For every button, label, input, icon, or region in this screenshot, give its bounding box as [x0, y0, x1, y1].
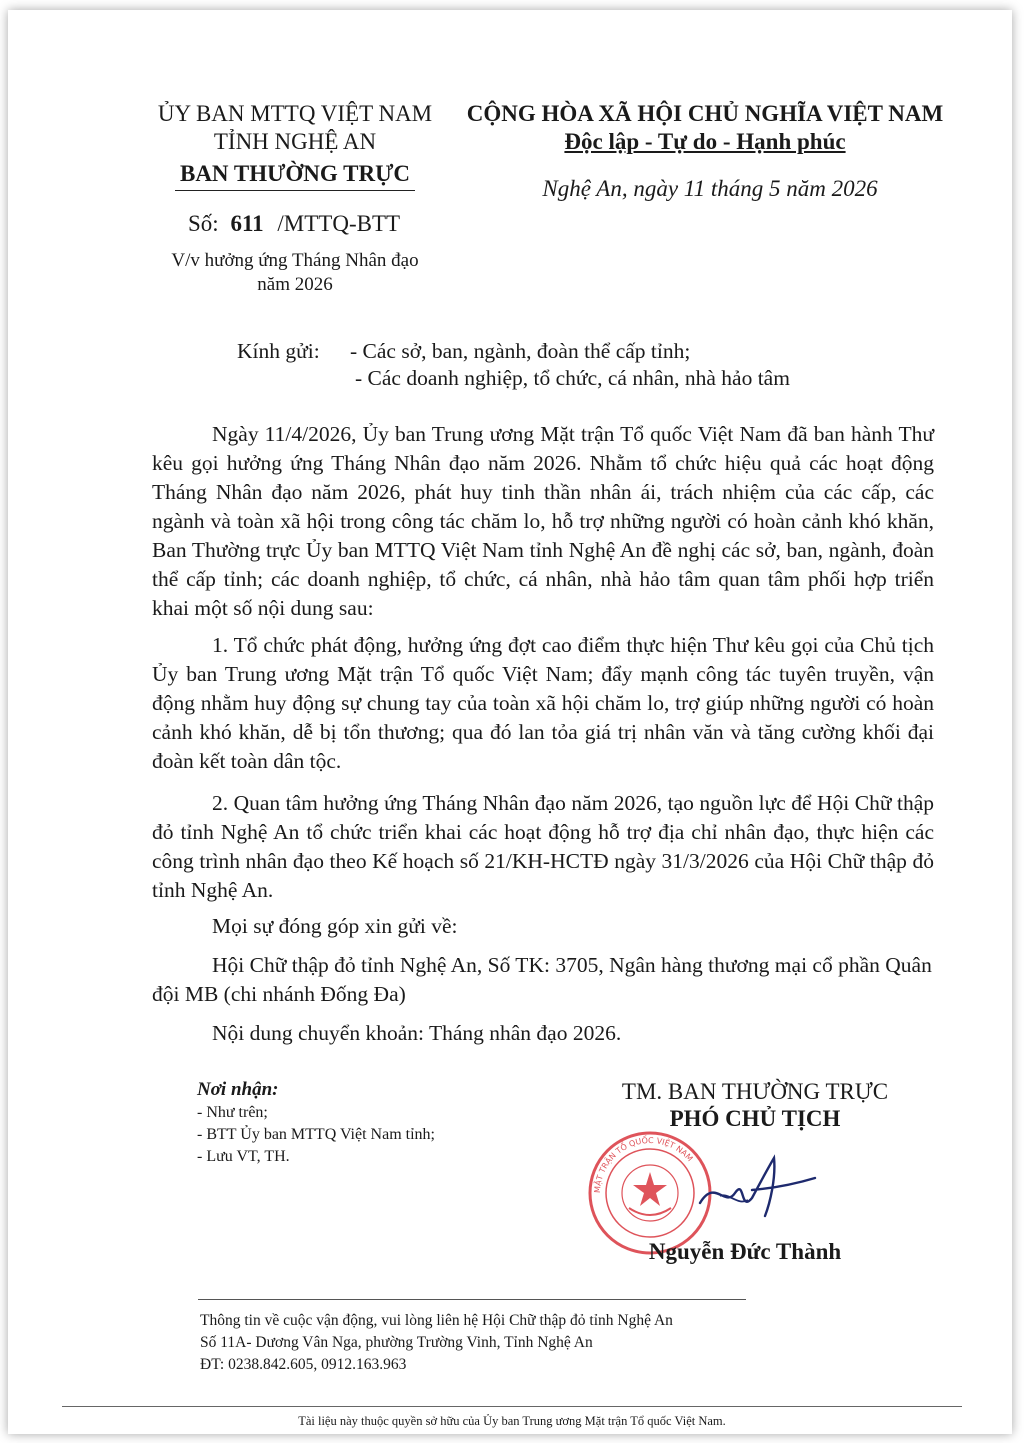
- body-paragraph-3: 2. Quan tâm hưởng ứng Tháng Nhân đạo năm 2026, tạo nguồn lực để Hội Chữ thập đỏ tỉnh Nghệ An tổ chức triển khai các hoạt động hỗ trợ địa chỉ nhân đạo, thực hiện các công trình nhân đạo theo Kế hoạch số 21/KH-HCTĐ ngày 31/3/2026 của Hội Chữ thập đỏ tỉnh Nghệ An.: [152, 791, 934, 902]
- place-date: Nghệ An, ngày 11 tháng 5 năm 2026: [542, 176, 878, 201]
- contact-line3: ĐT: 0238.842.605, 0912.163.963: [200, 1356, 407, 1373]
- contact-divider: [198, 1299, 746, 1300]
- org-line3: BAN THƯỜNG TRỰC: [179, 161, 411, 186]
- copyright-note: Tài liệu này thuộc quyền sở hữu của Ủy ban Trung ương Mặt trận Tổ quốc Việt Nam.: [298, 1414, 726, 1428]
- noi-nhan-item: - Như trên;: [197, 1104, 268, 1121]
- motto-text: Độc lập - Tự do - Hạnh phúc: [564, 129, 846, 154]
- recipients-label: Kính gửi:: [237, 339, 320, 363]
- document-number: [188, 210, 400, 238]
- body-paragraph-1: Ngày 11/4/2026, Ủy ban Trung ương Mặt trận Tổ quốc Việt Nam đã ban hành Thư kêu gọi hưởng ứng Tháng Nhân đạo năm 2026. Nhằm tổ chức hiệu quả các hoạt động Tháng Nhân đạo năm 2026, phát huy tinh thần nhân ái, trách nhiệm của các cấp, các ngành và toàn xã hội trong công tác chăm lo, hỗ trợ những người có hoàn cảnh khó khăn, Ban Thường trực Ủy ban MTTQ Việt Nam tỉnh Nghệ An đề nghị các sở, ban, ngành, đoàn thể cấp tỉnh; các doanh nghiệp, tổ chức, cá nhân, nhà hảo tâm quan tâm phối hợp triển khai một số nội dung sau:: [152, 422, 934, 620]
- so-label: Số:: [188, 211, 219, 236]
- so-number: 611: [230, 211, 264, 236]
- handwritten-signature: [690, 1148, 820, 1228]
- left-header: [130, 100, 460, 188]
- svg-text:MẶT TRẬN TỔ QUỐC VIỆT NAM: MẶT TRẬN TỔ QUỐC VIỆT NAM: [592, 1135, 695, 1194]
- org-line1: ỦY BAN MTTQ VIỆT NAM: [157, 101, 433, 126]
- body-paragraph-4: Mọi sự đóng góp xin gửi về:: [212, 914, 458, 938]
- noi-nhan-item: - BTT Ủy ban MTTQ Việt Nam tỉnh;: [197, 1126, 435, 1143]
- header-underline-left: [175, 190, 415, 191]
- motto: [455, 128, 955, 156]
- body-paragraph-2: 1. Tổ chức phát động, hưởng ứng đợt cao điểm thực hiện Thư kêu gọi của Chủ tịch Ủy ban Trung ương Mặt trận Tổ quốc Việt Nam; đẩy mạnh công tác tuyên truyền, vận động nhằm huy động sự chung tay của toàn xã hội chăm lo, trợ giúp những người có hoàn cảnh khó khăn, dễ bị tổn thương; qua đó lan tỏa giá trị nhân văn và tăng cường khối đại đoàn kết toàn dân tộc.: [152, 633, 934, 773]
- so-suffix: /MTTQ-BTT: [277, 211, 401, 236]
- subject-line2: năm 2026: [257, 274, 333, 295]
- sign-position: PHÓ CHỦ TỊCH: [669, 1106, 841, 1131]
- org-line2: TỈNH NGHỆ AN: [213, 129, 377, 154]
- noi-nhan-title: Nơi nhận:: [197, 1079, 279, 1100]
- country-name: CỘNG HÒA XÃ HỘI CHỦ NGHĨA VIỆT NAM: [466, 101, 944, 126]
- body-paragraph-5: Hội Chữ thập đỏ tỉnh Nghệ An, Số TK: 3705, Ngân hàng thương mại cổ phần Quân đội MB (chi nhánh Đống Đa): [152, 953, 932, 1006]
- body-paragraph-6: Nội dung chuyển khoản: Tháng nhân đạo 2026.: [212, 1021, 622, 1045]
- contact-line1: Thông tin về cuộc vận động, vui lòng liên hệ Hội Chữ thập đỏ tỉnh Nghệ An: [200, 1312, 673, 1329]
- recipient-line2: - Các doanh nghiệp, tổ chức, cá nhân, nhà hảo tâm: [355, 366, 790, 390]
- contact-line2: Số 11A- Dương Vân Nga, phường Trường Vinh, Tỉnh Nghệ An: [200, 1334, 593, 1351]
- recipient-line1: - Các sở, ban, ngành, đoàn thể cấp tỉnh;: [350, 339, 691, 363]
- noi-nhan: [197, 1078, 435, 1168]
- signer-name: Nguyễn Đức Thành: [648, 1239, 842, 1264]
- subject-line1: V/v hưởng ứng Tháng Nhân đạo: [171, 250, 419, 271]
- footer-divider: [62, 1406, 962, 1407]
- subject: [130, 249, 460, 297]
- noi-nhan-item: - Lưu VT, TH.: [197, 1148, 290, 1165]
- contact-note: [200, 1310, 673, 1376]
- sign-on-behalf: TM. BAN THƯỜNG TRỰC: [621, 1079, 889, 1104]
